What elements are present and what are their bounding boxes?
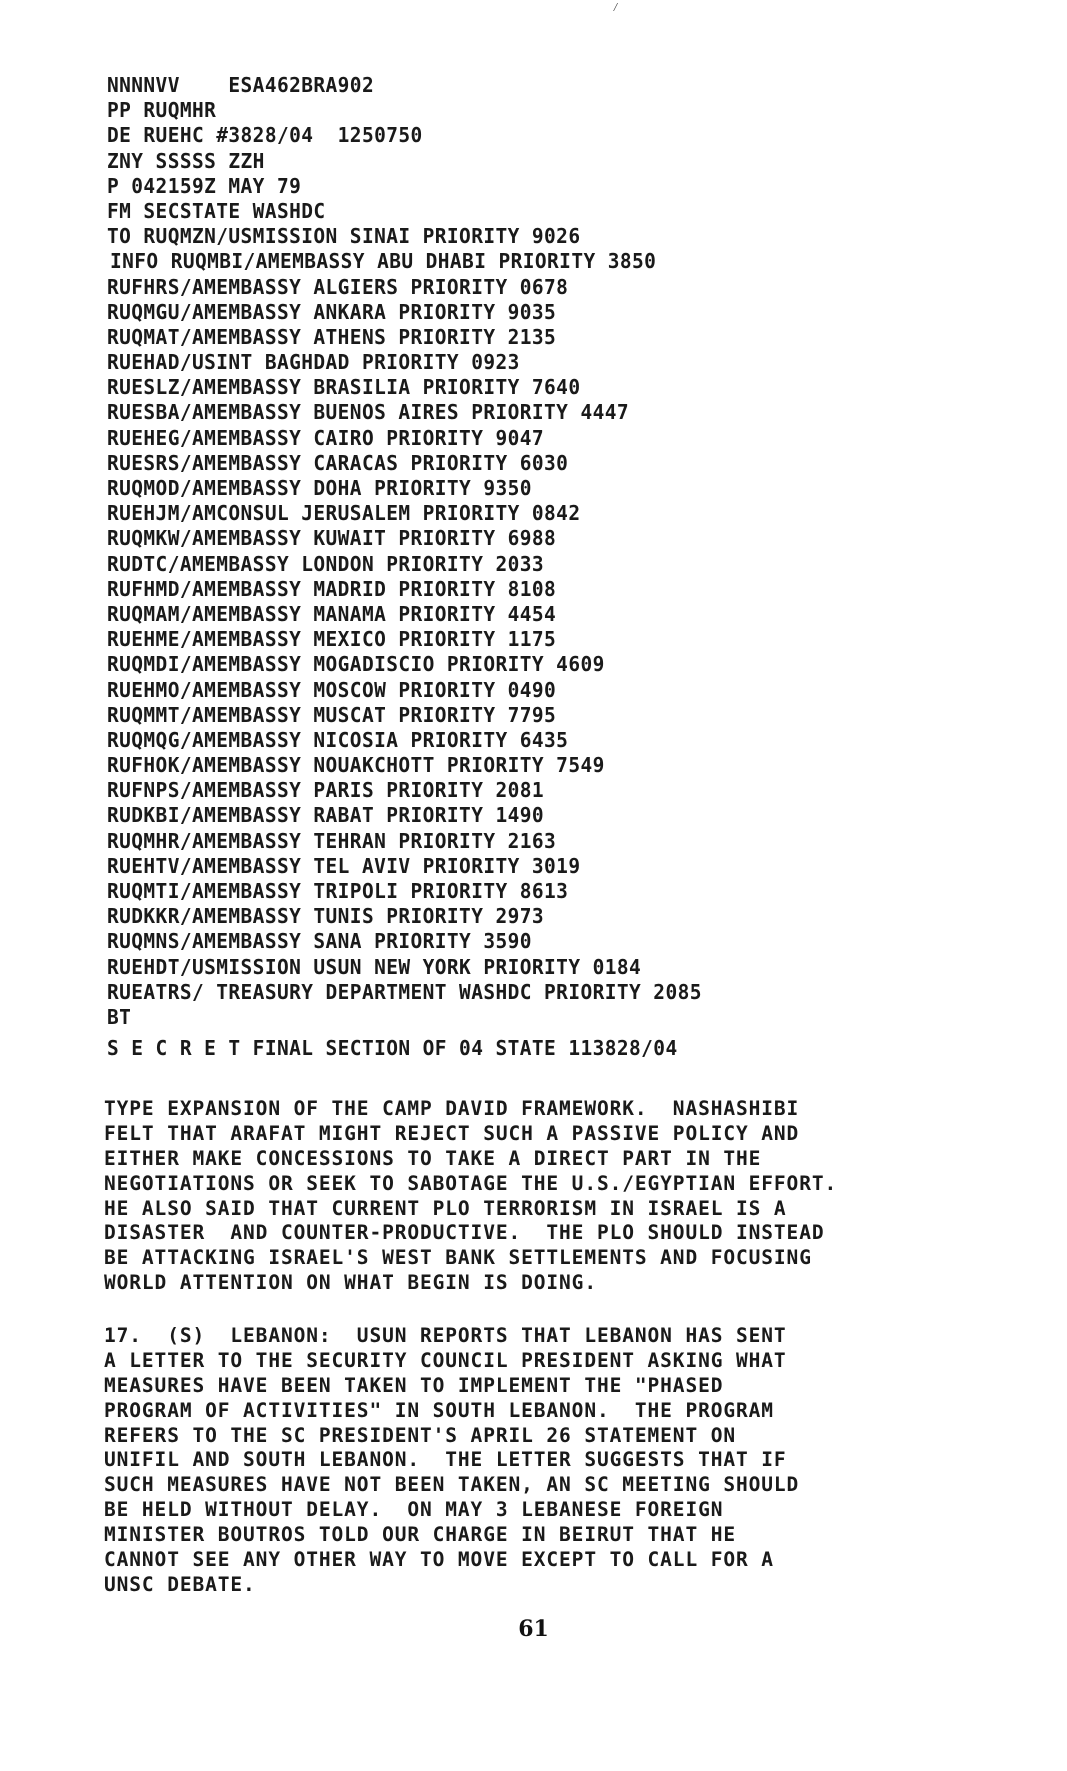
header-line: S E C R E T FINAL SECTION OF 04 STATE 113828/04 (107, 1036, 678, 1061)
header-line: BT (107, 1004, 132, 1030)
paragraph-line: PROGRAM OF ACTIVITIES" IN SOUTH LEBANON. THE PROGRAM (104, 1398, 774, 1422)
page-number: 61 (518, 1616, 549, 1642)
header-line: RUQMKW/AMEMBASSY KUWAIT PRIORITY 6988 (107, 526, 557, 551)
header-line: RUQMHR/AMEMBASSY TEHRAN PRIORITY 2163 (107, 828, 557, 853)
header-line: RUEHME/AMEMBASSY MEXICO PRIORITY 1175 (107, 627, 557, 652)
paragraph-line: EITHER MAKE CONCESSIONS TO TAKE A DIRECT PART IN THE (104, 1146, 762, 1170)
header-line: TO RUQMZN/USMISSION SINAI PRIORITY 9026 (107, 224, 581, 249)
paragraph-line: HE ALSO SAID THAT CURRENT PLO TERRORISM IN ISRAEL IS A (104, 1196, 787, 1220)
paragraph-line: DISASTER AND COUNTER-PRODUCTIVE. THE PLO SHOULD INSTEAD (104, 1221, 825, 1245)
paragraph-line: TYPE EXPANSION OF THE CAMP DAVID FRAMEWORK. NASHASHIBI (104, 1097, 800, 1120)
paragraph-line: BE ATTACKING ISRAEL'S WEST BANK SETTLEMENTS AND FOCUSING (104, 1246, 812, 1270)
paragraph-line: UNSC DEBATE. (104, 1572, 256, 1596)
paragraph-line: 17. (S) LEBANON: USUN REPORTS THAT LEBANON HAS SENT (104, 1324, 787, 1347)
paragraph-camp-david (104, 1097, 837, 1296)
header-line: RUDKBI/AMEMBASSY RABAT PRIORITY 1490 (107, 803, 545, 828)
header-line: ZNY SSSSS ZZH (107, 148, 265, 173)
header-line: RUQMAT/AMEMBASSY ATHENS PRIORITY 2135 (107, 324, 557, 350)
header-line: RUEHMO/AMEMBASSY MOSCOW PRIORITY 0490 (107, 677, 557, 702)
paragraph-line: A LETTER TO THE SECURITY COUNCIL PRESIDENT ASKING WHAT (104, 1348, 787, 1372)
header-line: RUQMQG/AMEMBASSY NICOSIA PRIORITY 6435 (107, 727, 569, 753)
header-line: RUQMGU/AMEMBASSY ANKARA PRIORITY 9035 (107, 299, 557, 324)
header-line: RUEHDT/USMISSION USUN NEW YORK PRIORITY 0184 (107, 954, 642, 979)
header-line: RUQMMT/AMEMBASSY MUSCAT PRIORITY 7795 (107, 702, 557, 727)
message-header (107, 72, 702, 1060)
paragraph-line: CANNOT SEE ANY OTHER WAY TO MOVE EXCEPT TO CALL FOR A (104, 1548, 774, 1572)
header-line: DE RUEHC #3828/04 1250750 (107, 123, 423, 148)
header-line: P 042159Z MAY 79 (107, 173, 302, 198)
header-line: RUDTC/AMEMBASSY LONDON PRIORITY 2033 (107, 551, 545, 576)
header-line: RUEHEG/AMEMBASSY CAIRO PRIORITY 9047 (107, 425, 545, 450)
header-line: RUQMAM/AMEMBASSY MANAMA PRIORITY 4454 (107, 601, 557, 627)
paragraph-line: MINISTER BOUTROS TOLD OUR CHARGE IN BEIRUT THAT HE (104, 1523, 736, 1547)
header-line: FM SECSTATE WASHDC (107, 198, 326, 224)
header-line: RUEHJM/AMCONSUL JERUSALEM PRIORITY 0842 (107, 501, 581, 526)
paragraph-line: NEGOTIATIONS OR SEEK TO SABOTAGE THE U.S./EGYPTIAN EFFORT. (104, 1171, 838, 1195)
paragraph-line: SUCH MEASURES HAVE NOT BEEN TAKEN, AN SC MEETING SHOULD (104, 1473, 800, 1497)
header-line: RUESBA/AMEMBASSY BUENOS AIRES PRIORITY 4447 (107, 400, 630, 425)
scan-mark: ⁄ (612, 0, 620, 14)
header-line: RUEHAD/USINT BAGHDAD PRIORITY 0923 (107, 350, 520, 375)
paragraph-line: WORLD ATTENTION ON WHAT BEGIN IS DOING. (104, 1271, 597, 1295)
header-line: RUEHTV/AMEMBASSY TEL AVIV PRIORITY 3019 (107, 853, 581, 879)
header-line: NNNNVV ESA462BRA902 (107, 73, 375, 98)
header-line: RUFHRS/AMEMBASSY ALGIERS PRIORITY 0678 (107, 274, 569, 299)
paragraph-line: MEASURES HAVE BEEN TAKEN TO IMPLEMENT THE "PHASED (104, 1373, 724, 1397)
header-line: PP RUQMHR (107, 98, 217, 123)
paragraph-line: UNIFIL AND SOUTH LEBANON. THE LETTER SUGGESTS THAT IF (104, 1448, 787, 1472)
paragraph-lebanon (104, 1324, 799, 1598)
header-line: RUFNPS/AMEMBASSY PARIS PRIORITY 2081 (107, 778, 545, 803)
header-line: RUQMTI/AMEMBASSY TRIPOLI PRIORITY 8613 (107, 879, 569, 904)
paragraph-line: REFERS TO THE SC PRESIDENT'S APRIL 26 STATEMENT ON (104, 1423, 736, 1447)
header-line: RUQMDI/AMEMBASSY MOGADISCIO PRIORITY 4609 (107, 652, 605, 677)
header-line: RUEATRS/ TREASURY DEPARTMENT WASHDC PRIORITY 2085 (107, 979, 702, 1004)
paragraph-line: BE HELD WITHOUT DELAY. ON MAY 3 LEBANESE FOREIGN (104, 1498, 724, 1522)
header-line: RUDKKR/AMEMBASSY TUNIS PRIORITY 2973 (107, 904, 545, 929)
header-line: RUESRS/AMEMBASSY CARACAS PRIORITY 6030 (107, 450, 569, 476)
header-line: RUESLZ/AMEMBASSY BRASILIA PRIORITY 7640 (107, 375, 581, 400)
paragraph-line: FELT THAT ARAFAT MIGHT REJECT SUCH A PASSIVE POLICY AND (104, 1121, 800, 1145)
header-line: RUFHOK/AMEMBASSY NOUAKCHOTT PRIORITY 7549 (107, 753, 605, 778)
header-line: INFO RUQMBI/AMEMBASSY ABU DHABI PRIORITY 3850 (110, 249, 657, 274)
header-line: RUFHMD/AMEMBASSY MADRID PRIORITY 8108 (107, 576, 557, 601)
header-line: RUQMOD/AMEMBASSY DOHA PRIORITY 9350 (107, 476, 532, 501)
header-line: RUQMNS/AMEMBASSY SANA PRIORITY 3590 (107, 929, 532, 954)
